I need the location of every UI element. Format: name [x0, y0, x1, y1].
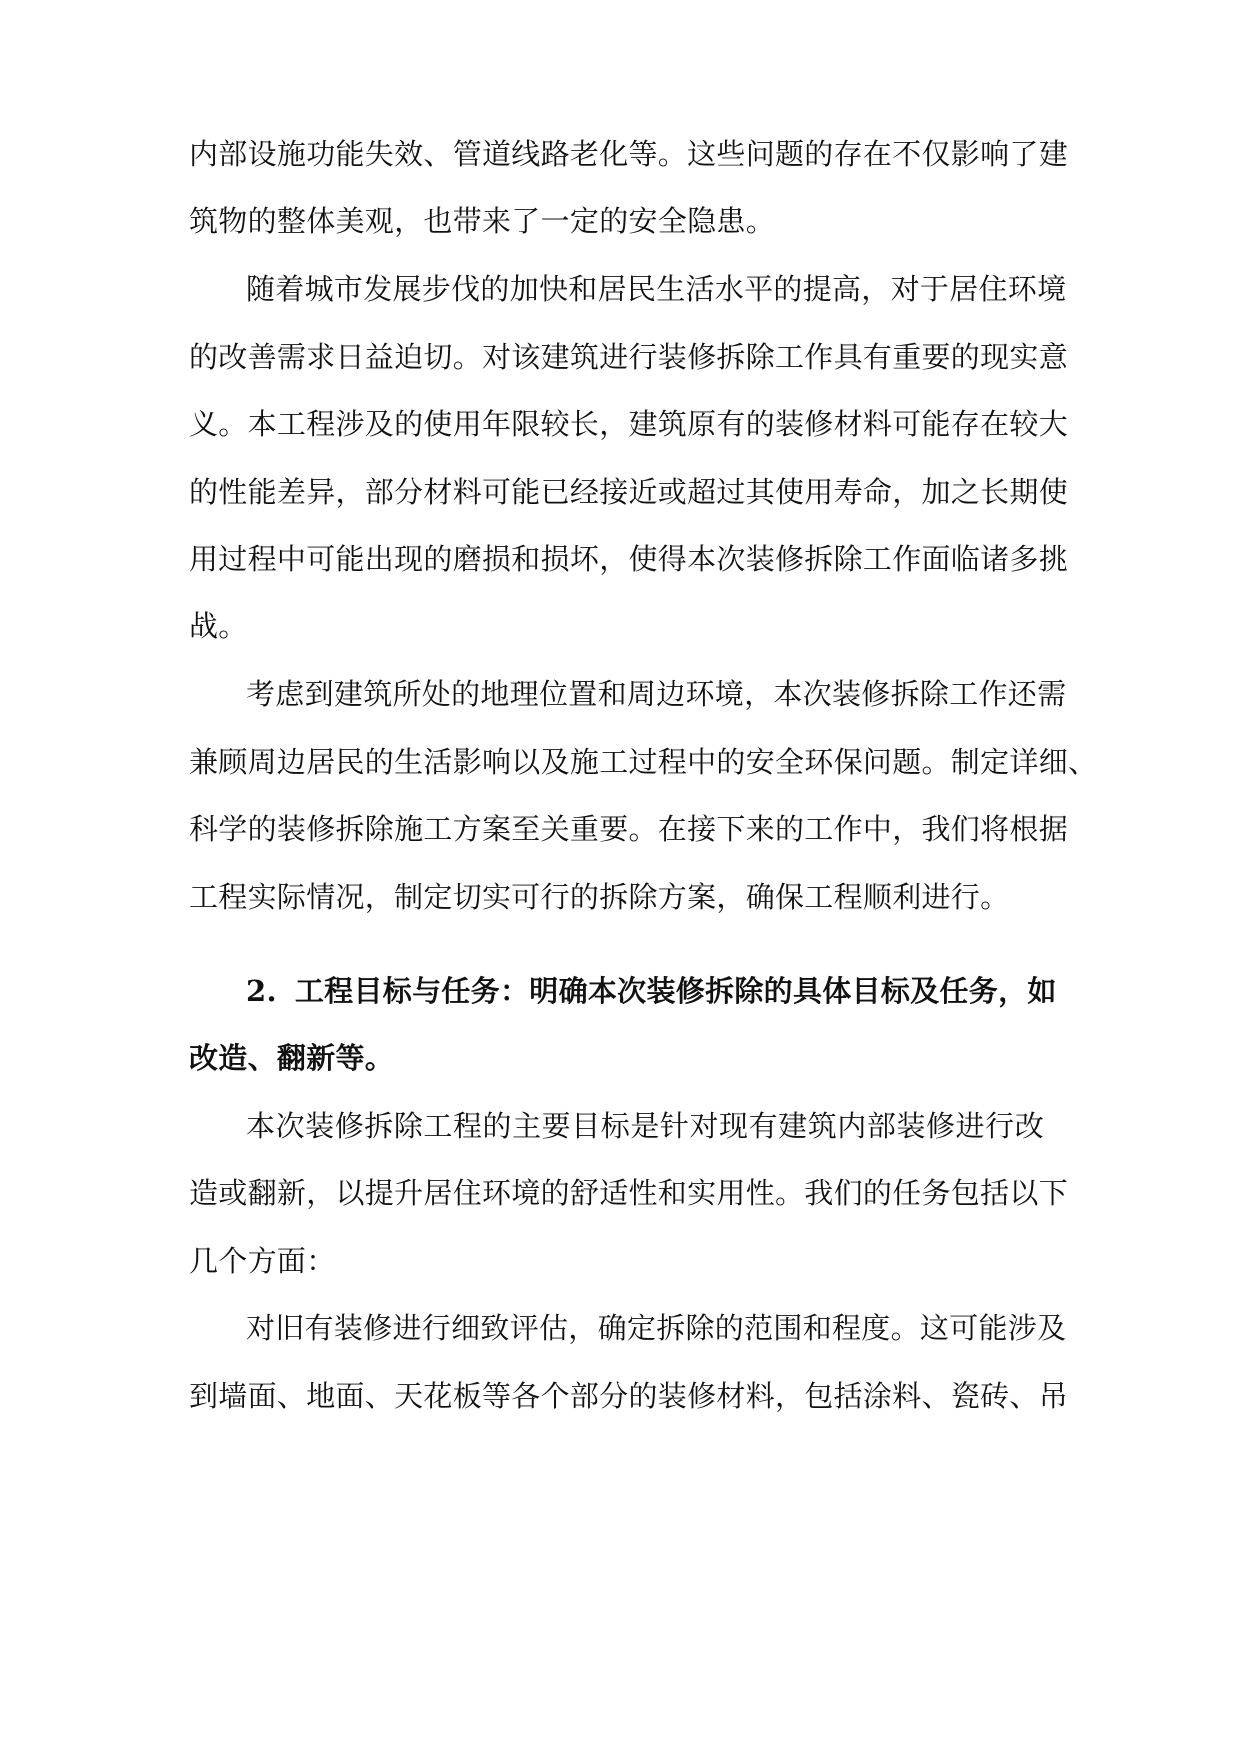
paragraph-line: 工程实际情况，制定切实可行的拆除方案，确保工程顺利进行。	[189, 880, 1010, 914]
paragraph-line: 的性能差异，部分材料可能已经接近或超过其使用寿命，加之长期使	[189, 475, 1069, 509]
section-number: 2.	[246, 974, 277, 1008]
paragraph-line: 造或翻新，以提升居住环境的舒适性和实用性。我们的任务包括以下	[189, 1176, 1069, 1210]
paragraph-line: 用过程中可能出现的磨损和损坏，使得本次装修拆除工作面临诸多挑	[189, 542, 1069, 576]
paragraph-line: 筑物的整体美观，也带来了一定的安全隐患。	[189, 204, 776, 238]
paragraph-line: 的改善需求日益迫切。对该建筑进行装修拆除工作具有重要的现实意	[189, 340, 1069, 374]
paragraph-line: 考虑到建筑所处的地理位置和周边环境，本次装修拆除工作还需	[246, 677, 1067, 711]
section-heading	[246, 974, 1057, 1008]
paragraph-line: 科学的装修拆除施工方案至关重要。在接下来的工作中，我们将根据	[189, 812, 1069, 846]
paragraph-line: 内部设施功能失效、管道线路老化等。这些问题的存在不仅影响了建	[189, 137, 1069, 171]
paragraph-line: 本次装修拆除工程的主要目标是针对现有建筑内部装修进行改	[246, 1109, 1044, 1143]
section-heading-text: 工程目标与任务：明确本次装修拆除的具体目标及任务，如	[294, 974, 1057, 1008]
paragraph-line: 兼顾周边居民的生活影响以及施工过程中的安全环保问题。制定详细、	[189, 745, 1098, 779]
paragraph-line: 到墙面、地面、天花板等各个部分的装修材料，包括涂料、瓷砖、吊	[189, 1379, 1069, 1413]
paragraph-line: 随着城市发展步伐的加快和居民生活水平的提高，对于居住环境	[246, 272, 1067, 306]
paragraph-line: 几个方面：	[189, 1244, 336, 1278]
paragraph-line: 义。本工程涉及的使用年限较长，建筑原有的装修材料可能存在较大	[189, 407, 1069, 441]
paragraph-line: 对旧有装修进行细致评估，确定拆除的范围和程度。这可能涉及	[246, 1311, 1067, 1345]
paragraph-line: 战。	[189, 609, 248, 643]
section-heading-line: 改造、翻新等。	[189, 1041, 395, 1075]
